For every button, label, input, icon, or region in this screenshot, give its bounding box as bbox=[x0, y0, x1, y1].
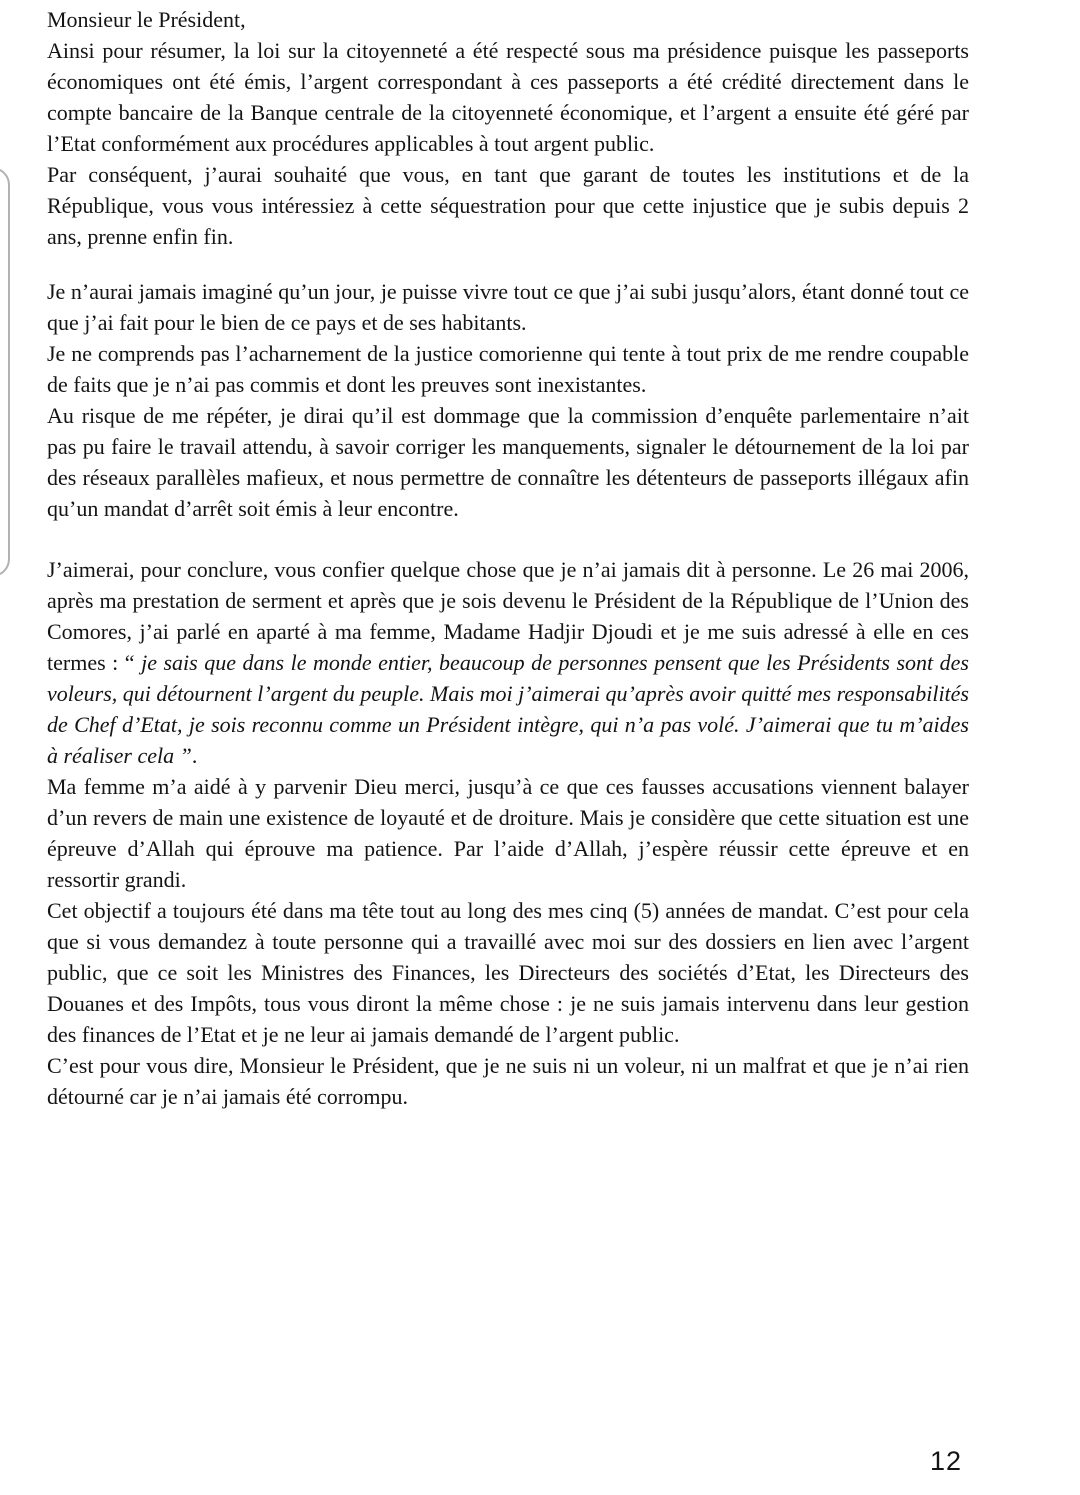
quote-italic-text: je sais que dans le monde entier, beaucoup de personnes pensent que les Présidents sont des voleurs, qui détournent l’argent du peuple. Mais moi j’aimerai qu’après avoir quitté mes responsabilités de Chef d’Etat, je sois reconnu comme un Président intègre, qui n’a pas volé. J’aimerai que tu m’aides à réaliser cela ” bbox=[47, 650, 969, 768]
letter-page-body bbox=[47, 4, 969, 1112]
line-justice-comorienne: Je ne comprends pas l’acharnement de la justice comorienne qui tente à tout prix de me rendre coupable de faits que je n’ai pas commis et dont les preuves sont inexistantes. bbox=[47, 341, 969, 397]
page-number: 12 bbox=[930, 1446, 963, 1476]
paragraph-final-statement: C’est pour vous dire, Monsieur le Président, que je ne suis ni un voleur, ni un malfrat et que je n’ai rien détourné car je n’ai jamais été corrompu. bbox=[47, 1053, 969, 1109]
paragraph-citizenship-summary: Ainsi pour résumer, la loi sur la citoyenneté a été respecté sous ma présidence puisque les passeports économiques ont été émis, l’argent correspondant à ces passeports a été crédité directement dans le compte bancaire de la Banque centrale de la citoyenneté économique, et l’argent a ensuite été géré par l’Etat conformément aux procédures applicables à tout argent public. bbox=[47, 38, 969, 156]
paragraph-conclusion-with-quote bbox=[47, 554, 969, 771]
line-never-imagined: Je n’aurai jamais imaginé qu’un jour, je puisse vivre tout ce que j’ai subi jusqu’alors, étant donné tout ce que j’ai fait pour le bien de ce pays et de ses habitants. bbox=[47, 279, 969, 335]
left-edge-panel-artifact bbox=[0, 167, 10, 577]
quote-closing-period: . bbox=[191, 743, 198, 768]
paragraph-block-injustice bbox=[47, 276, 969, 524]
paragraph-wife-helped: Ma femme m’a aidé à y parvenir Dieu merci, jusqu’à ce que ces fausses accusations viennent balayer d’un revers de main une existence de loyauté et de droiture. Mais je considère que cette situation est une épreuve d’Allah qui éprouve ma patience. Par l’aide d’Allah, j’espère réussir cette épreuve et en ressortir grandi. bbox=[47, 774, 969, 892]
quote-intro-text: J’aimerai, pour conclure, vous confier quelque chose que je n’ai jamais dit à personne. Le 26 mai 2006, après ma prestation de serment et après que je sois devenu le Président de la République de l’Union des Comores, j’ai parlé en aparté à ma femme, Madame Hadjir Djoudi et je me suis adressé à elle en ces termes : “ bbox=[47, 557, 969, 675]
line-commission-enquete: Au risque de me répéter, je dirai qu’il est dommage que la commission d’enquête parlementaire n’ait pas pu faire le travail attendu, à savoir corriger les manquements, signaler le détournement de la loi par des réseaux parallèles mafieux, et nous permettre de connaître les détenteurs de passeports illégaux afin qu’un mandat d’arrêt soit émis à leur encontre. bbox=[47, 403, 969, 521]
paragraph-request-to-president: Par conséquent, j’aurai souhaité que vous, en tant que garant de toutes les institutions et de la République, vous vous intéressiez à cette séquestration pour que cette injustice que je subis depuis 2 ans, prenne enfin fin. bbox=[47, 162, 969, 249]
paragraph-objective-mandate: Cet objectif a toujours été dans ma tête tout au long des mes cinq (5) années de mandat. C’est pour cela que si vous demandez à toute personne qui a travaillé avec moi sur des dossiers en lien avec l’argent public, que ce soit les Ministres des Finances, les Directeurs des sociétés d’Etat, les Directeurs des Douanes et des Impôts, tous vous diront la même chose : je ne suis jamais intervenu dans leur gestion des finances de l’Etat et je ne leur ai jamais demandé de l’argent public. bbox=[47, 898, 969, 1047]
salutation: Monsieur le Président, bbox=[47, 7, 246, 32]
paragraph-block-conclusion bbox=[47, 554, 969, 895]
